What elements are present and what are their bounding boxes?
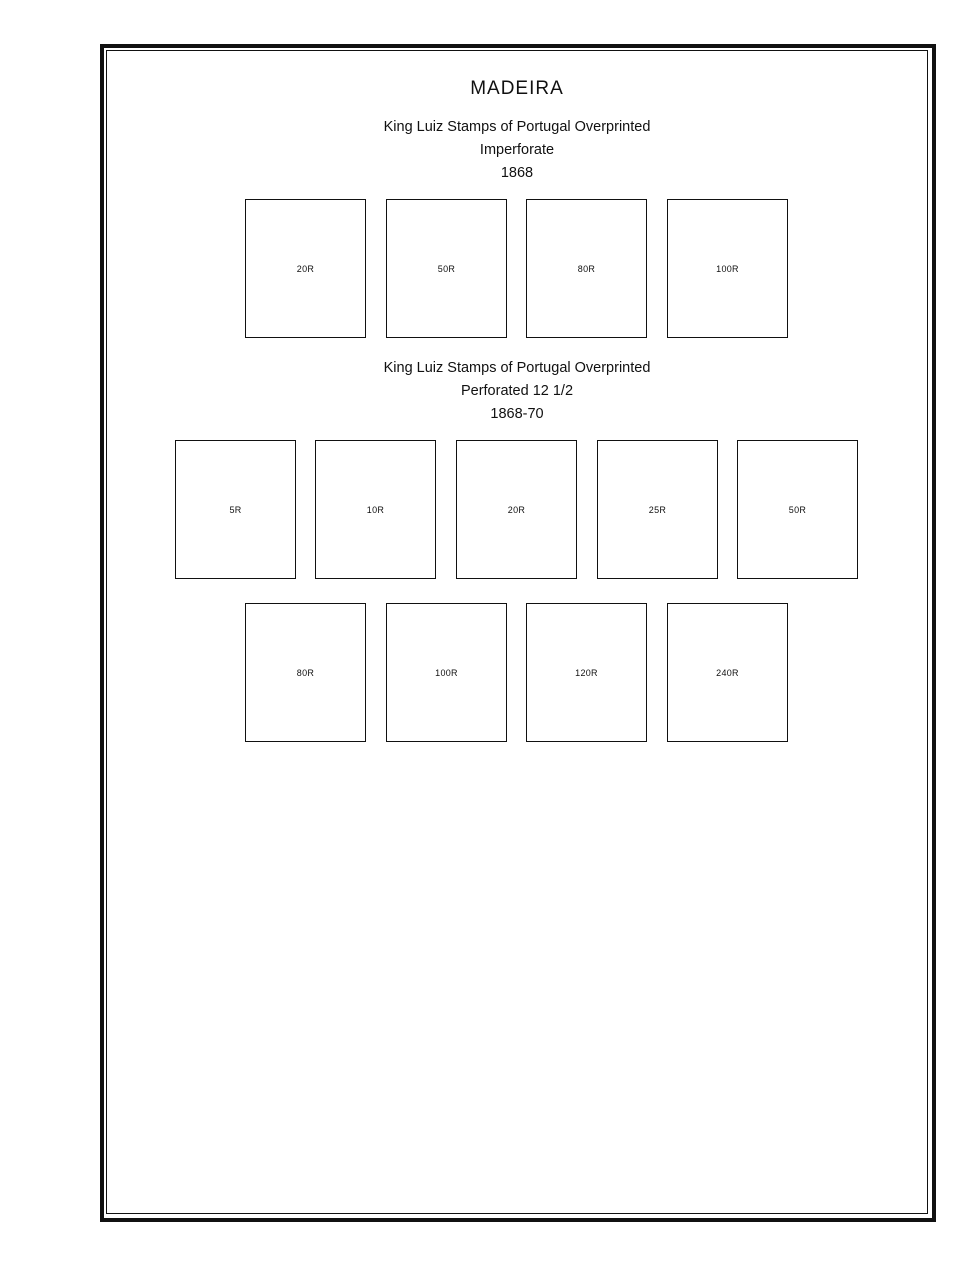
page-border-inner xyxy=(106,50,928,1214)
stamp-label: 50R xyxy=(437,263,456,274)
stamp-box xyxy=(245,603,366,742)
section2-subheading: Perforated 12 1/2 xyxy=(460,383,574,399)
stamp-label: 240R xyxy=(716,667,739,678)
section1-heading: King Luiz Stamps of Portugal Overprinted xyxy=(383,119,651,135)
section1-subheading: Imperforate xyxy=(479,142,555,158)
stamp-label: 10R xyxy=(366,504,385,515)
stamp-box xyxy=(667,199,788,338)
stamp-label: 80R xyxy=(296,667,315,678)
stamp-box xyxy=(315,440,436,579)
stamp-box xyxy=(667,603,788,742)
stamp-box xyxy=(526,603,647,742)
stamp-label: 50R xyxy=(788,504,807,515)
stamp-label: 20R xyxy=(507,504,526,515)
stamp-box xyxy=(737,440,858,579)
stamp-label: 5R xyxy=(229,504,242,515)
stamp-label: 120R xyxy=(575,667,598,678)
stamp-box xyxy=(386,199,507,338)
stamp-box xyxy=(456,440,577,579)
stamp-box xyxy=(386,603,507,742)
section1-year: 1868 xyxy=(500,165,534,181)
stamp-box xyxy=(175,440,296,579)
stamp-label: 100R xyxy=(716,263,739,274)
stamp-label: 20R xyxy=(296,263,315,274)
section2-heading: King Luiz Stamps of Portugal Overprinted xyxy=(383,360,651,376)
section2-year: 1868-70 xyxy=(490,406,544,422)
page-title: MADEIRA xyxy=(470,78,564,99)
stamp-box xyxy=(597,440,718,579)
stamp-box xyxy=(526,199,647,338)
stamp-box xyxy=(245,199,366,338)
stamp-label: 80R xyxy=(577,263,596,274)
stamp-label: 25R xyxy=(648,504,667,515)
stamp-label: 100R xyxy=(435,667,458,678)
